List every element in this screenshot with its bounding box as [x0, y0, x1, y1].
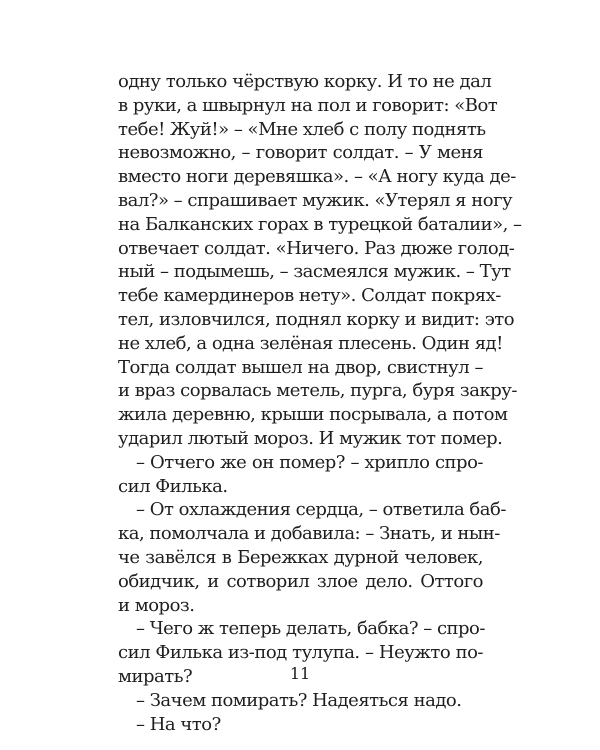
text-line: сил Филька.	[118, 475, 228, 497]
text-line: – От охлаждения сердца, – ответила баб-	[136, 499, 506, 521]
text-line: Тогда солдат вышел на двор, свистнул –	[118, 356, 483, 378]
text-line: ударил лютый мороз. И мужик тот помер.	[118, 427, 503, 449]
text-line: – Отчего же он помер? – хрипло спро-	[136, 451, 483, 473]
text-line: и враз сорвалась метель, пурга, буря закру-	[118, 380, 517, 402]
text-line: не хлеб, а одна зелёная плесень. Один яд!	[118, 332, 503, 354]
text-line: мирать?	[118, 665, 193, 687]
text-line: и мороз.	[118, 594, 195, 616]
text-line: сил Филька из-под тулупа. – Неужто по-	[118, 642, 483, 664]
text-line: в руки, а швырнул на пол и говорит: «Вот	[118, 94, 498, 116]
page-number: 11	[289, 664, 311, 683]
text-line: тебе! Жуй!» – «Мне хлеб с полу поднять	[118, 118, 486, 140]
text-line: отвечает солдат. «Ничего. Раз дюже голод-	[118, 237, 515, 259]
text-line: тебе камердинеров нету». Солдат покрях-	[118, 285, 501, 307]
text-line: – Чего ж теперь делать, бабка? – спро-	[136, 618, 485, 640]
text-line: тел, изловчился, поднял корку и видит: это	[118, 308, 515, 330]
body-text	[118, 70, 522, 736]
text-line: ный – подымешь, – засмеялся мужик. – Тут	[118, 261, 511, 283]
text-line: невозможно, – говорит солдат. – У меня	[118, 142, 483, 164]
text-line: – На что?	[136, 713, 221, 735]
text-line: ка, помолчала и добавила: – Знать, и нын-	[118, 523, 500, 545]
text-line: – Зачем помирать? Надеяться надо.	[136, 689, 462, 711]
text-line: одну только чёрствую корку. И то не дал	[118, 71, 492, 92]
text-line: вал?» – спрашивает мужик. «Утерял я ногу	[118, 189, 513, 211]
text-line: вместо ноги деревяшка». – «А ногу куда де-	[118, 166, 516, 188]
text-line: обидчик, и сотворил злое дело. Оттого	[118, 570, 483, 592]
text-line: жила деревню, крыши посрывала, а потом	[118, 404, 508, 426]
text-line: че завёлся в Бережках дурной человек,	[118, 546, 483, 568]
text-line: на Балканских горах в турецкой баталии», –	[118, 213, 522, 235]
